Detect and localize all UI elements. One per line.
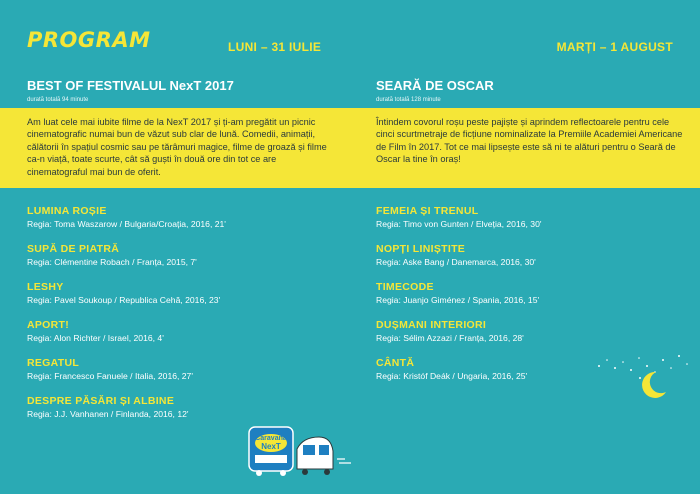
film-meta: Regia: Kristóf Deák / Ungaria, 2016, 25' <box>376 371 528 381</box>
caravana-next-logo <box>247 423 362 478</box>
film-item <box>27 319 327 357</box>
film-meta: Regia: Sélim Azzazi / Franța, 2016, 28' <box>376 333 524 343</box>
film-title: CÂNTĂ <box>376 357 415 369</box>
film-title: LUMINA ROȘIE <box>27 205 107 217</box>
film-item <box>27 281 327 319</box>
event-right-description: Întindem covorul roșu peste pajiște și aprindem reflectoarele pentru cele cinci scurtmetraje de ficțiune nominalizate la Premiile Academiei Americane de Film în 2017. Tot ce mai lipsește este să ni te alături pentru o Seară de Oscar la tine în oraș! <box>376 117 683 165</box>
film-title: DESPRE PĂSĂRI ȘI ALBINE <box>27 395 175 407</box>
logo-text-line2: NexT <box>261 442 281 451</box>
film-item <box>376 205 676 243</box>
film-title: APORT! <box>27 319 70 331</box>
film-meta: Regia: Juanjo Giménez / Spania, 2016, 15' <box>376 295 540 305</box>
moon-icon <box>636 370 668 400</box>
film-meta: Regia: Aske Bang / Danemarca, 2016, 30' <box>376 257 536 267</box>
film-meta: Regia: Clémentine Robach / Franța, 2015, 7' <box>27 257 197 267</box>
film-meta: Regia: Pavel Soukoup / Republica Cehă, 2016, 23' <box>27 295 221 305</box>
film-title: DUȘMANI INTERIORI <box>376 319 487 331</box>
film-list-left <box>27 205 327 433</box>
day-left-heading: LUNI – 31 IULIE <box>228 40 322 54</box>
event-left-duration: durată totală 94 minute <box>27 97 89 103</box>
film-title: REGATUL <box>27 357 80 369</box>
film-meta: Regia: Toma Waszarow / Bulgaria/Croația, 2016, 21' <box>27 219 226 229</box>
logo-text-line1: Caravana <box>255 435 287 442</box>
film-item <box>27 357 327 395</box>
film-title: NOPȚI LINIȘTITE <box>376 243 466 255</box>
film-item <box>27 205 327 243</box>
film-item <box>376 243 676 281</box>
film-item <box>27 243 327 281</box>
film-meta: Regia: Alon Richter / Israel, 2016, 4' <box>27 333 164 343</box>
film-meta: Regia: Francesco Fanuele / Italia, 2016, 27' <box>27 371 193 381</box>
film-meta: Regia: Timo von Gunten / Elveția, 2016, 30' <box>376 219 542 229</box>
film-title: TIMECODE <box>376 281 434 293</box>
event-right-title: SEARĂ DE OSCAR <box>376 78 494 93</box>
film-meta: Regia: J.J. Vanhanen / Finlanda, 2016, 12' <box>27 409 189 419</box>
description-band <box>0 108 700 188</box>
film-title: LESHY <box>27 281 64 293</box>
day-right-heading: MARȚI – 1 AUGUST <box>556 40 673 54</box>
film-item <box>376 281 676 319</box>
program-title: PROGRAM <box>27 28 151 52</box>
event-right-duration: durată totală 128 minute <box>376 97 441 103</box>
event-left-description: Am luat cele mai iubite filme de la NexT 2017 și ți-am pregătit un picnic cinematografic numai bun de văzut sub clar de lună. Comedii, animații, călătorii în spațiul cosmic sau pe tărâmuri magice, filme de groază și filme ca-n viață, toate scurte, cât să guști în două ore din tot ce are cinematograful mai bun de oferit. <box>27 117 327 177</box>
film-title: SUPĂ DE PIATRĂ <box>27 243 120 255</box>
event-left-title: BEST OF FESTIVALUL NexT 2017 <box>27 78 234 93</box>
film-title: FEMEIA ȘI TRENUL <box>376 205 479 217</box>
